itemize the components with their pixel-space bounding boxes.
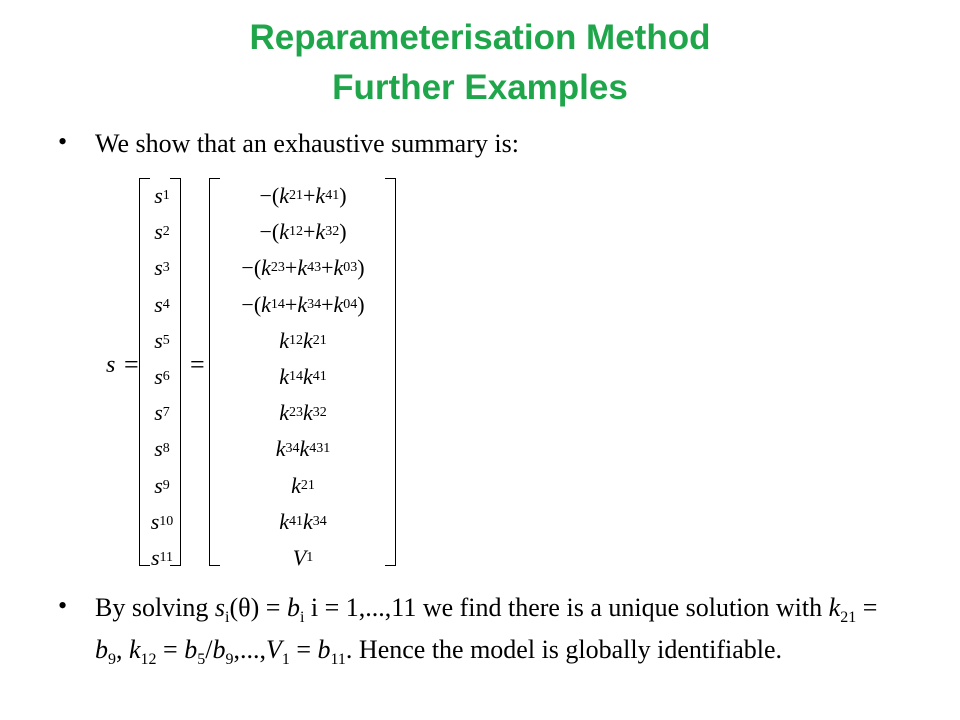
rhs-vector-entry: V 1 [292, 544, 314, 570]
right-bracket-s-vector [170, 178, 181, 566]
bullet-marker: • [58, 127, 68, 156]
rhs-vector [213, 178, 393, 576]
rhs-vector-entry: −( k 23 + k 43 + k 03 ) [241, 255, 365, 281]
s-vector-entry: s 9 [154, 472, 170, 498]
right-bracket-rhs-vector [385, 178, 396, 566]
equals-sign-1: = [124, 350, 139, 379]
s-vector-entry: s 6 [154, 364, 170, 390]
rhs-vector-entry: k 23 k 32 [279, 400, 327, 426]
s-vector-entry: s 3 [154, 255, 170, 281]
s-vector-entry: s 7 [154, 400, 170, 426]
rhs-vector-entry: −( k 14 + k 34 + k 04 ) [241, 291, 365, 317]
s-vector-entry: s 1 [154, 183, 170, 209]
s-vector-entry: s 5 [154, 327, 170, 353]
rhs-vector-entry: k 21 [291, 472, 315, 498]
rhs-vector-entry: −( k 21 + k 41 ) [259, 183, 347, 209]
s-vector-entry: s 8 [154, 436, 170, 462]
slide-title-line2: Further Examples [332, 68, 628, 107]
rhs-vector-entry: k 12 k 21 [279, 327, 327, 353]
rhs-vector-entry: k 14 k 41 [279, 364, 327, 390]
lhs-symbol: s [106, 352, 116, 378]
s-vector-entry: s 2 [154, 219, 170, 245]
bullet-text-2: By solving $s_i(\theta) = b_i$ i = 1,...,11 we find there is a unique solution with $k_{21} = b_9$, $k_{12} = b_5/b_9,...,V_1 = b_{11}$. Hence the model is globally identifiable. [95, 593, 878, 668]
bullet-text-1: We show that an exhaustive summary is: [95, 129, 519, 158]
slide-title-line1: Reparameterisation Method [249, 18, 711, 57]
equals-sign-2: = [190, 350, 205, 379]
s-vector-entry: s 10 [150, 508, 174, 534]
s-vector-entry: s 11 [150, 544, 174, 570]
rhs-vector-entry: k 34 k 431 [275, 436, 331, 462]
bullet-marker: • [58, 591, 68, 620]
rhs-vector-entry: −( k 12 + k 32 ) [259, 219, 347, 245]
s-vector-entry: s 4 [154, 291, 170, 317]
rhs-vector-entry: k 41 k 34 [279, 508, 327, 534]
